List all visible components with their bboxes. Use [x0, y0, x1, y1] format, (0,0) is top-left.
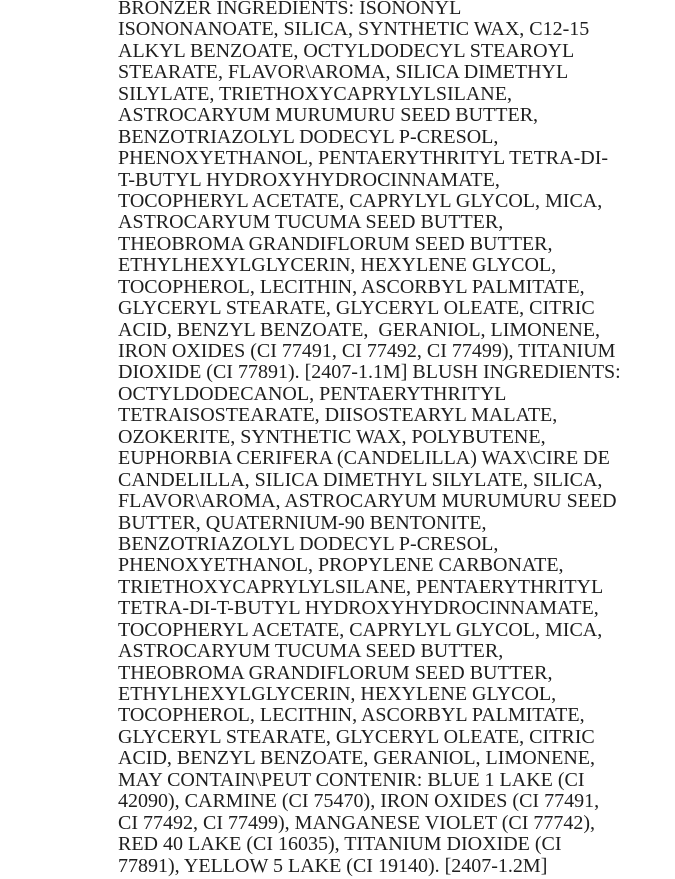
text-line: EUPHORBIA CERIFERA (CANDELILLA) WAX\CIRE DE	[118, 447, 610, 470]
text-line: ACID, BENZYL BENZOATE, GERANIOL, LIMONENE,	[118, 318, 600, 341]
text-line: TOCOPHERYL ACETATE, CAPRYLYL GLYCOL, MICA,	[118, 189, 603, 212]
text-line: ACID, BENZYL BENZOATE, GERANIOL, LIMONENE,	[118, 747, 595, 770]
text-line: 42090), CARMINE (CI 75470), IRON OXIDES (CI 77491,	[118, 790, 600, 813]
text-line: PHENOXYETHANOL, PENTAERYTHRITYL TETRA-DI-	[118, 147, 609, 170]
text-line: TOCOPHEROL, LECITHIN, ASCORBYL PALMITATE,	[118, 704, 585, 727]
text-line: BENZOTRIAZOLYL DODECYL P-CRESOL,	[118, 125, 499, 148]
text-line: THEOBROMA GRANDIFLORUM SEED BUTTER,	[118, 232, 553, 255]
text-line: BENZOTRIAZOLYL DODECYL P-CRESOL,	[118, 532, 499, 555]
text-line: GLYCERYL STEARATE, GLYCERYL OLEATE, CITRIC	[118, 725, 595, 748]
text-line: TETRA-DI-T-BUTYL HYDROXYHYDROCINNAMATE,	[118, 597, 599, 620]
text-line: ASTROCARYUM TUCUMA SEED BUTTER,	[118, 211, 504, 234]
text-line: TETRAISOSTEARATE, DIISOSTEARYL MALATE,	[118, 404, 558, 427]
text-line: THEOBROMA GRANDIFLORUM SEED BUTTER,	[118, 661, 553, 684]
text-line: OZOKERITE, SYNTHETIC WAX, POLYBUTENE,	[118, 425, 546, 448]
text-line: ETHYLHEXYLGLYCERIN, HEXYLENE GLYCOL,	[118, 683, 557, 705]
text-line: CI 77492, CI 77499), MANGANESE VIOLET (CI 77742),	[118, 811, 596, 834]
text-line: ASTROCARYUM TUCUMA SEED BUTTER,	[118, 640, 504, 663]
text-line: BRONZER INGREDIENTS: ISONONYL	[118, 0, 462, 19]
text-line: GLYCERYL STEARATE, GLYCERYL OLEATE, CITRIC	[118, 297, 595, 320]
text-line: TOCOPHERYL ACETATE, CAPRYLYL GLYCOL, MICA,	[118, 618, 603, 641]
text-line: FLAVOR\AROMA, ASTROCARYUM MURUMURU SEED	[118, 490, 617, 513]
text-line: ASTROCARYUM MURUMURU SEED BUTTER,	[118, 104, 539, 127]
text-line: MAY CONTAIN\PEUT CONTENIR: BLUE 1 LAKE (CI	[118, 768, 585, 791]
text-line: CANDELILLA, SILICA DIMETHYL SILYLATE, SILICA,	[118, 468, 603, 491]
text-line: STEARATE, FLAVOR\AROMA, SILICA DIMETHYL	[118, 61, 569, 84]
text-line: RED 40 LAKE (CI 16035), TITANIUM DIOXIDE (CI	[118, 833, 562, 856]
ingredients-text	[118, 0, 663, 877]
text-line: 77891), YELLOW 5 LAKE (CI 19140). [2407-1.2M]	[118, 854, 548, 877]
text-line: DIOXIDE (CI 77891). [2407-1.1M] BLUSH INGREDIENTS:	[118, 361, 621, 384]
text-line: BUTTER, QUATERNIUM-90 BENTONITE,	[118, 511, 487, 534]
text-line: OCTYLDODECANOL, PENTAERYTHRITYL	[118, 382, 507, 405]
text-line: T-BUTYL HYDROXYHYDROCINNAMATE,	[118, 168, 500, 191]
text-line: SILYLATE, TRIETHOXYCAPRYLYLSILANE,	[118, 82, 512, 105]
text-line: PHENOXYETHANOL, PROPYLENE CARBONATE,	[118, 554, 564, 577]
text-line: ALKYL BENZOATE, OCTYLDODECYL STEAROYL	[118, 39, 575, 62]
text-line: ETHYLHEXYLGLYCERIN, HEXYLENE GLYCOL,	[118, 254, 557, 277]
text-line: TRIETHOXYCAPRYLYLSILANE, PENTAERYTHRITYL	[118, 575, 604, 598]
text-line: ISONONANOATE, SILICA, SYNTHETIC WAX, C12-15	[118, 18, 590, 41]
text-line: IRON OXIDES (CI 77491, CI 77492, CI 77499), TITANIUM	[118, 340, 616, 362]
text-line: TOCOPHEROL, LECITHIN, ASCORBYL PALMITATE,	[118, 275, 585, 298]
